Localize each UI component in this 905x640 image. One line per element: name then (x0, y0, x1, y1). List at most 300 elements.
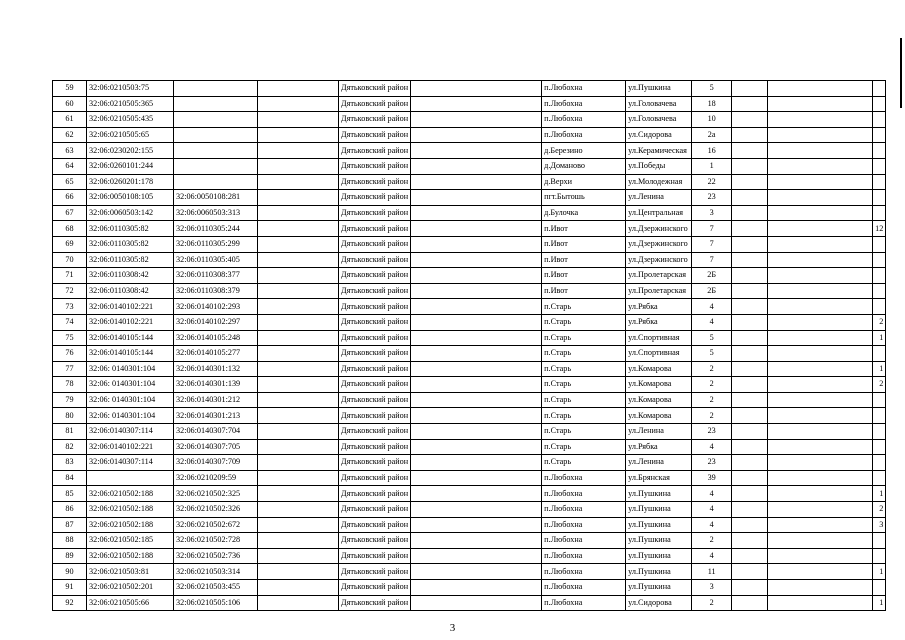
cadastral-number-cell: 32:06:0210502:736 (174, 548, 258, 564)
locality-cell: п.Старь (542, 424, 626, 440)
blank-cell (411, 158, 542, 174)
street-cell: ул.Молодежная (626, 174, 692, 190)
cadastral-number-cell: 32:06:0140307:709 (174, 455, 258, 471)
blank-cell (258, 564, 339, 580)
blank-cell (732, 174, 768, 190)
blank-cell (258, 424, 339, 440)
cadastral-number-cell (174, 96, 258, 112)
blank-cell (258, 533, 339, 549)
blank-cell (258, 392, 339, 408)
street-cell: ул.Пушкина (626, 564, 692, 580)
street-cell: ул.Пролетарская (626, 268, 692, 284)
district-cell: Дятьковский район (339, 96, 411, 112)
parent-cadastral-number-cell: 32:06: 0140301:104 (87, 377, 174, 393)
table-row (53, 158, 886, 174)
row-number-cell: 90 (53, 564, 87, 580)
table-row (53, 236, 886, 252)
cadastral-number-cell: 32:06:0140301:132 (174, 361, 258, 377)
district-cell: Дятьковский район (339, 158, 411, 174)
district-cell: Дятьковский район (339, 470, 411, 486)
house-number-cell: 4 (692, 517, 732, 533)
row-number-cell: 67 (53, 205, 87, 221)
blank-cell (768, 283, 873, 299)
parent-cadastral-number-cell: 32:06:0110308:42 (87, 283, 174, 299)
cadastral-number-cell (174, 143, 258, 159)
street-cell: ул.Дзержинского (626, 221, 692, 237)
quantity-cell (873, 190, 886, 206)
table-row (53, 361, 886, 377)
quantity-cell (873, 96, 886, 112)
district-cell: Дятьковский район (339, 346, 411, 362)
house-number-cell: 23 (692, 455, 732, 471)
parent-cadastral-number-cell: 32:06:0210502:188 (87, 517, 174, 533)
table-row (53, 533, 886, 549)
row-number-cell: 88 (53, 533, 87, 549)
table-row (53, 81, 886, 97)
quantity-cell (873, 455, 886, 471)
cadastral-number-cell (174, 112, 258, 128)
house-number-cell: 2 (692, 377, 732, 393)
table-row (53, 424, 886, 440)
table-row (53, 252, 886, 268)
house-number-cell: 3 (692, 205, 732, 221)
table-row (53, 127, 886, 143)
house-number-cell: 5 (692, 81, 732, 97)
page-edge-line (900, 38, 902, 108)
blank-cell (258, 205, 339, 221)
locality-cell: п.Любохна (542, 533, 626, 549)
blank-cell (768, 377, 873, 393)
parent-cadastral-number-cell: 32:06:0210502:188 (87, 548, 174, 564)
locality-cell: д.Верхи (542, 174, 626, 190)
parent-cadastral-number-cell: 32:06: 0140301:104 (87, 408, 174, 424)
parent-cadastral-number-cell: 32:06:0210503:81 (87, 564, 174, 580)
blank-cell (732, 81, 768, 97)
blank-cell (768, 517, 873, 533)
blank-cell (411, 470, 542, 486)
blank-cell (258, 158, 339, 174)
row-number-cell: 65 (53, 174, 87, 190)
blank-cell (258, 517, 339, 533)
parent-cadastral-number-cell: 32:06:0210503:75 (87, 81, 174, 97)
blank-cell (732, 314, 768, 330)
district-cell: Дятьковский район (339, 236, 411, 252)
parent-cadastral-number-cell: 32:06:0140307:114 (87, 455, 174, 471)
blank-cell (768, 314, 873, 330)
blank-cell (732, 470, 768, 486)
blank-cell (411, 595, 542, 611)
blank-cell (258, 502, 339, 518)
blank-cell (768, 595, 873, 611)
parent-cadastral-number-cell: 32:06: 0140301:104 (87, 361, 174, 377)
district-cell: Дятьковский район (339, 548, 411, 564)
house-number-cell: 3 (692, 580, 732, 596)
quantity-cell (873, 424, 886, 440)
street-cell: ул.Комарова (626, 392, 692, 408)
blank-cell (411, 143, 542, 159)
cadastral-number-cell: 32:06:0110305:405 (174, 252, 258, 268)
parent-cadastral-number-cell: 32:06:0140102:221 (87, 299, 174, 315)
district-cell: Дятьковский район (339, 112, 411, 128)
quantity-cell: 12 (873, 221, 886, 237)
blank-cell (258, 81, 339, 97)
house-number-cell: 2Б (692, 268, 732, 284)
blank-cell (258, 283, 339, 299)
blank-cell (732, 517, 768, 533)
table-row (53, 314, 886, 330)
cadastral-number-cell: 32:06:0110308:379 (174, 283, 258, 299)
blank-cell (411, 392, 542, 408)
blank-cell (732, 190, 768, 206)
blank-cell (411, 314, 542, 330)
locality-cell: п.Старь (542, 346, 626, 362)
registry-body (53, 81, 886, 611)
blank-cell (258, 455, 339, 471)
quantity-cell (873, 127, 886, 143)
property-registry-table (52, 80, 886, 611)
row-number-cell: 85 (53, 486, 87, 502)
house-number-cell: 4 (692, 502, 732, 518)
parent-cadastral-number-cell: 32:06:0110305:82 (87, 221, 174, 237)
parent-cadastral-number-cell: 32:06:0110305:82 (87, 252, 174, 268)
quantity-cell (873, 252, 886, 268)
district-cell: Дятьковский район (339, 299, 411, 315)
blank-cell (411, 486, 542, 502)
cadastral-number-cell: 32:06:0140301:213 (174, 408, 258, 424)
row-number-cell: 92 (53, 595, 87, 611)
blank-cell (732, 502, 768, 518)
locality-cell: п.Старь (542, 439, 626, 455)
blank-cell (732, 548, 768, 564)
blank-cell (732, 580, 768, 596)
quantity-cell (873, 268, 886, 284)
blank-cell (411, 533, 542, 549)
blank-cell (411, 330, 542, 346)
quantity-cell (873, 548, 886, 564)
blank-cell (258, 314, 339, 330)
blank-cell (258, 143, 339, 159)
blank-cell (732, 268, 768, 284)
parent-cadastral-number-cell: 32:06:0230202:155 (87, 143, 174, 159)
row-number-cell: 76 (53, 346, 87, 362)
row-number-cell: 69 (53, 236, 87, 252)
locality-cell: п.Старь (542, 299, 626, 315)
locality-cell: п.Любохна (542, 127, 626, 143)
blank-cell (258, 470, 339, 486)
blank-cell (768, 127, 873, 143)
locality-cell: п.Любохна (542, 580, 626, 596)
blank-cell (411, 580, 542, 596)
locality-cell: п.Старь (542, 330, 626, 346)
street-cell: ул.Центральная (626, 205, 692, 221)
blank-cell (768, 502, 873, 518)
street-cell: ул.Головачева (626, 112, 692, 128)
house-number-cell: 7 (692, 221, 732, 237)
quantity-cell (873, 392, 886, 408)
blank-cell (732, 112, 768, 128)
street-cell: ул.Рябка (626, 299, 692, 315)
house-number-cell: 4 (692, 314, 732, 330)
house-number-cell: 23 (692, 424, 732, 440)
parent-cadastral-number-cell: 32:06:0140105:144 (87, 346, 174, 362)
quantity-cell (873, 533, 886, 549)
blank-cell (768, 408, 873, 424)
quantity-cell: 1 (873, 595, 886, 611)
parent-cadastral-number-cell: 32:06:0140105:144 (87, 330, 174, 346)
blank-cell (732, 486, 768, 502)
blank-cell (411, 361, 542, 377)
blank-cell (768, 548, 873, 564)
street-cell: ул.Пушкина (626, 81, 692, 97)
blank-cell (258, 580, 339, 596)
house-number-cell: 2 (692, 408, 732, 424)
district-cell: Дятьковский район (339, 408, 411, 424)
parent-cadastral-number-cell: 32:06:0140307:114 (87, 424, 174, 440)
blank-cell (411, 236, 542, 252)
parent-cadastral-number-cell: 32:06:0210505:435 (87, 112, 174, 128)
house-number-cell: 4 (692, 486, 732, 502)
house-number-cell: 39 (692, 470, 732, 486)
row-number-cell: 60 (53, 96, 87, 112)
blank-cell (258, 377, 339, 393)
locality-cell: п.Любохна (542, 517, 626, 533)
quantity-cell (873, 81, 886, 97)
locality-cell: п.Старь (542, 314, 626, 330)
blank-cell (411, 299, 542, 315)
blank-cell (258, 361, 339, 377)
blank-cell (768, 252, 873, 268)
parent-cadastral-number-cell: 32:06:0260101:244 (87, 158, 174, 174)
blank-cell (732, 236, 768, 252)
blank-cell (732, 143, 768, 159)
house-number-cell: 7 (692, 252, 732, 268)
blank-cell (732, 96, 768, 112)
blank-cell (258, 96, 339, 112)
table-row (53, 205, 886, 221)
street-cell: ул.Сидорова (626, 127, 692, 143)
blank-cell (768, 564, 873, 580)
row-number-cell: 59 (53, 81, 87, 97)
cadastral-number-cell: 32:06:0140102:297 (174, 314, 258, 330)
locality-cell: п.Любохна (542, 502, 626, 518)
row-number-cell: 81 (53, 424, 87, 440)
blank-cell (411, 96, 542, 112)
parent-cadastral-number-cell: 32:06:0110308:42 (87, 268, 174, 284)
row-number-cell: 74 (53, 314, 87, 330)
cadastral-number-cell: 32:06:0050108:281 (174, 190, 258, 206)
table-row (53, 502, 886, 518)
quantity-cell (873, 112, 886, 128)
cadastral-number-cell: 32:06:0140102:293 (174, 299, 258, 315)
blank-cell (732, 299, 768, 315)
blank-cell (411, 205, 542, 221)
blank-cell (768, 486, 873, 502)
blank-cell (411, 564, 542, 580)
street-cell: ул.Керамическая (626, 143, 692, 159)
quantity-cell: 1 (873, 486, 886, 502)
blank-cell (411, 268, 542, 284)
blank-cell (768, 190, 873, 206)
house-number-cell: 4 (692, 439, 732, 455)
street-cell: ул.Победы (626, 158, 692, 174)
quantity-cell (873, 439, 886, 455)
blank-cell (258, 112, 339, 128)
district-cell: Дятьковский район (339, 252, 411, 268)
district-cell: Дятьковский район (339, 81, 411, 97)
street-cell: ул.Пролетарская (626, 283, 692, 299)
row-number-cell: 64 (53, 158, 87, 174)
row-number-cell: 86 (53, 502, 87, 518)
quantity-cell: 2 (873, 502, 886, 518)
street-cell: ул.Дзержинского (626, 252, 692, 268)
table-row (53, 299, 886, 315)
blank-cell (768, 392, 873, 408)
table-row (53, 486, 886, 502)
district-cell: Дятьковский район (339, 190, 411, 206)
blank-cell (258, 221, 339, 237)
row-number-cell: 78 (53, 377, 87, 393)
cadastral-number-cell: 32:06:0210505:106 (174, 595, 258, 611)
table-row (53, 112, 886, 128)
blank-cell (732, 283, 768, 299)
cadastral-number-cell: 32:06:0140301:139 (174, 377, 258, 393)
blank-cell (258, 439, 339, 455)
cadastral-number-cell: 32:06:0110305:244 (174, 221, 258, 237)
blank-cell (732, 455, 768, 471)
blank-cell (411, 455, 542, 471)
blank-cell (768, 455, 873, 471)
table-row (53, 595, 886, 611)
table-row (53, 392, 886, 408)
cadastral-number-cell: 32:06:0210209:59 (174, 470, 258, 486)
blank-cell (732, 346, 768, 362)
district-cell: Дятьковский район (339, 361, 411, 377)
parent-cadastral-number-cell: 32:06: 0140301:104 (87, 392, 174, 408)
house-number-cell: 2 (692, 361, 732, 377)
locality-cell: п.Ивот (542, 221, 626, 237)
quantity-cell: 1 (873, 564, 886, 580)
blank-cell (258, 346, 339, 362)
locality-cell: п.Любохна (542, 112, 626, 128)
blank-cell (768, 268, 873, 284)
parent-cadastral-number-cell: 32:06:0140102:221 (87, 314, 174, 330)
house-number-cell: 7 (692, 236, 732, 252)
table-row (53, 470, 886, 486)
street-cell: ул.Брянская (626, 470, 692, 486)
house-number-cell: 2а (692, 127, 732, 143)
blank-cell (732, 361, 768, 377)
blank-cell (411, 81, 542, 97)
blank-cell (732, 424, 768, 440)
cadastral-number-cell: 32:06:0140307:705 (174, 439, 258, 455)
blank-cell (411, 112, 542, 128)
blank-cell (768, 143, 873, 159)
blank-cell (258, 408, 339, 424)
cadastral-number-cell: 32:06:0110305:299 (174, 236, 258, 252)
cadastral-number-cell: 32:06:0210502:326 (174, 502, 258, 518)
blank-cell (411, 174, 542, 190)
locality-cell: д.Доманово (542, 158, 626, 174)
blank-cell (258, 174, 339, 190)
blank-cell (411, 221, 542, 237)
blank-cell (768, 112, 873, 128)
house-number-cell: 1 (692, 158, 732, 174)
cadastral-number-cell: 32:06:0140105:248 (174, 330, 258, 346)
cadastral-number-cell: 32:06:0210502:325 (174, 486, 258, 502)
district-cell: Дятьковский район (339, 143, 411, 159)
blank-cell (258, 299, 339, 315)
locality-cell: п.Любохна (542, 96, 626, 112)
blank-cell (411, 283, 542, 299)
quantity-cell (873, 205, 886, 221)
blank-cell (732, 595, 768, 611)
blank-cell (411, 252, 542, 268)
cadastral-number-cell: 32:06:0210502:672 (174, 517, 258, 533)
blank-cell (411, 548, 542, 564)
parent-cadastral-number-cell: 32:06:0210505:365 (87, 96, 174, 112)
street-cell: ул.Сидорова (626, 595, 692, 611)
locality-cell: п.Ивот (542, 236, 626, 252)
district-cell: Дятьковский район (339, 127, 411, 143)
district-cell: Дятьковский район (339, 314, 411, 330)
district-cell: Дятьковский район (339, 392, 411, 408)
row-number-cell: 91 (53, 580, 87, 596)
locality-cell: п.Ивот (542, 268, 626, 284)
blank-cell (411, 346, 542, 362)
row-number-cell: 82 (53, 439, 87, 455)
row-number-cell: 70 (53, 252, 87, 268)
street-cell: ул.Пушкина (626, 533, 692, 549)
district-cell: Дятьковский район (339, 221, 411, 237)
cadastral-number-cell (174, 158, 258, 174)
row-number-cell: 68 (53, 221, 87, 237)
row-number-cell: 73 (53, 299, 87, 315)
quantity-cell (873, 158, 886, 174)
blank-cell (768, 221, 873, 237)
cadastral-number-cell: 32:06:0210502:728 (174, 533, 258, 549)
parent-cadastral-number-cell: 32:06:0210505:65 (87, 127, 174, 143)
house-number-cell: 23 (692, 190, 732, 206)
cadastral-number-cell: 32:06:0140105:277 (174, 346, 258, 362)
blank-cell (411, 424, 542, 440)
blank-cell (411, 502, 542, 518)
street-cell: ул.Пушкина (626, 486, 692, 502)
house-number-cell: 11 (692, 564, 732, 580)
cadastral-number-cell (174, 81, 258, 97)
quantity-cell: 2 (873, 314, 886, 330)
quantity-cell (873, 346, 886, 362)
parent-cadastral-number-cell: 32:06:0210502:188 (87, 486, 174, 502)
table-row (53, 283, 886, 299)
blank-cell (768, 580, 873, 596)
page-number: 3 (449, 622, 456, 634)
locality-cell: п.Старь (542, 408, 626, 424)
blank-cell (732, 221, 768, 237)
district-cell: Дятьковский район (339, 205, 411, 221)
quantity-cell (873, 408, 886, 424)
blank-cell (768, 205, 873, 221)
quantity-cell (873, 580, 886, 596)
house-number-cell: 22 (692, 174, 732, 190)
blank-cell (732, 127, 768, 143)
table-row (53, 96, 886, 112)
house-number-cell: 4 (692, 548, 732, 564)
blank-cell (768, 330, 873, 346)
table-row (53, 517, 886, 533)
quantity-cell (873, 174, 886, 190)
row-number-cell: 77 (53, 361, 87, 377)
blank-cell (768, 470, 873, 486)
